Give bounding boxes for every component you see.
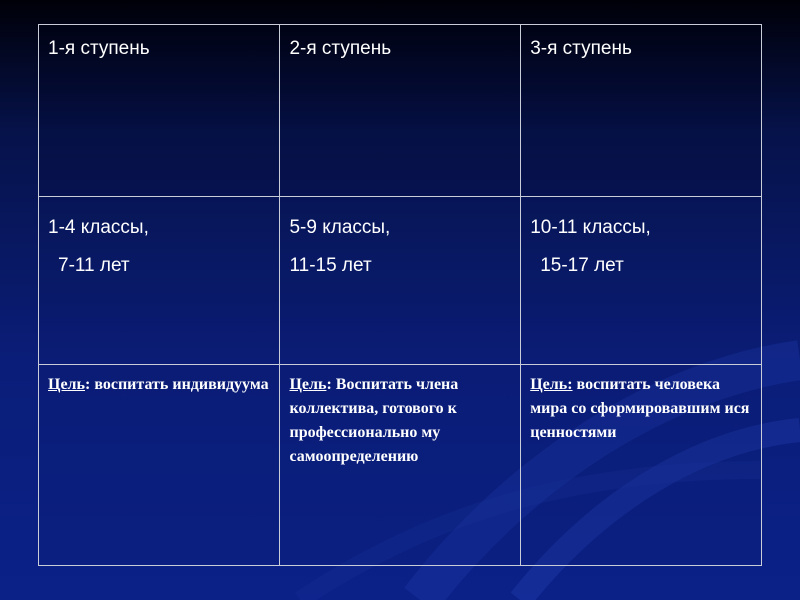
goal-label: Цель [48, 376, 85, 393]
stage-1-title: 1-я ступень [48, 38, 150, 59]
header-cell-stage-3 [521, 25, 762, 197]
stage-3-title: 3-я ступень [530, 38, 632, 59]
stage-3-classes: 10-11 классы, [530, 217, 651, 238]
goal-text: : воспитать индивидуума [84, 376, 269, 393]
ages-cell-stage-3 [521, 197, 762, 365]
stage-1-years: 7-11 лет [58, 255, 130, 276]
table-header-row [39, 25, 762, 197]
goal-text: воспитать человека мира со сформировавшим ися ценностями [530, 376, 750, 441]
stage-1-goal [48, 373, 271, 397]
goal-cell-stage-1 [39, 365, 280, 566]
school-stages-table [38, 24, 762, 566]
ages-cell-stage-2 [280, 197, 521, 365]
stage-2-years: 11-15 лет [289, 255, 372, 276]
ages-cell-stage-1 [39, 197, 280, 365]
stage-2-goal [289, 373, 512, 469]
goals-row [39, 365, 762, 566]
stage-1-classes: 1-4 классы, [48, 217, 149, 238]
goal-label: Цель: [530, 376, 573, 393]
goal-label: Цель [289, 376, 327, 393]
stage-2-title: 2-я ступень [289, 38, 392, 59]
stage-3-years: 15-17 лет [540, 255, 624, 276]
goal-text: : Воспитать члена коллектива, готового к профессионально му самоопределению [289, 376, 459, 465]
header-cell-stage-1 [39, 25, 280, 197]
goal-cell-stage-3 [521, 365, 762, 566]
stage-2-classes: 5-9 классы, [289, 217, 391, 238]
goal-cell-stage-2 [280, 365, 521, 566]
stage-3-goal [530, 373, 753, 445]
ages-row [39, 197, 762, 365]
header-cell-stage-2 [280, 25, 521, 197]
